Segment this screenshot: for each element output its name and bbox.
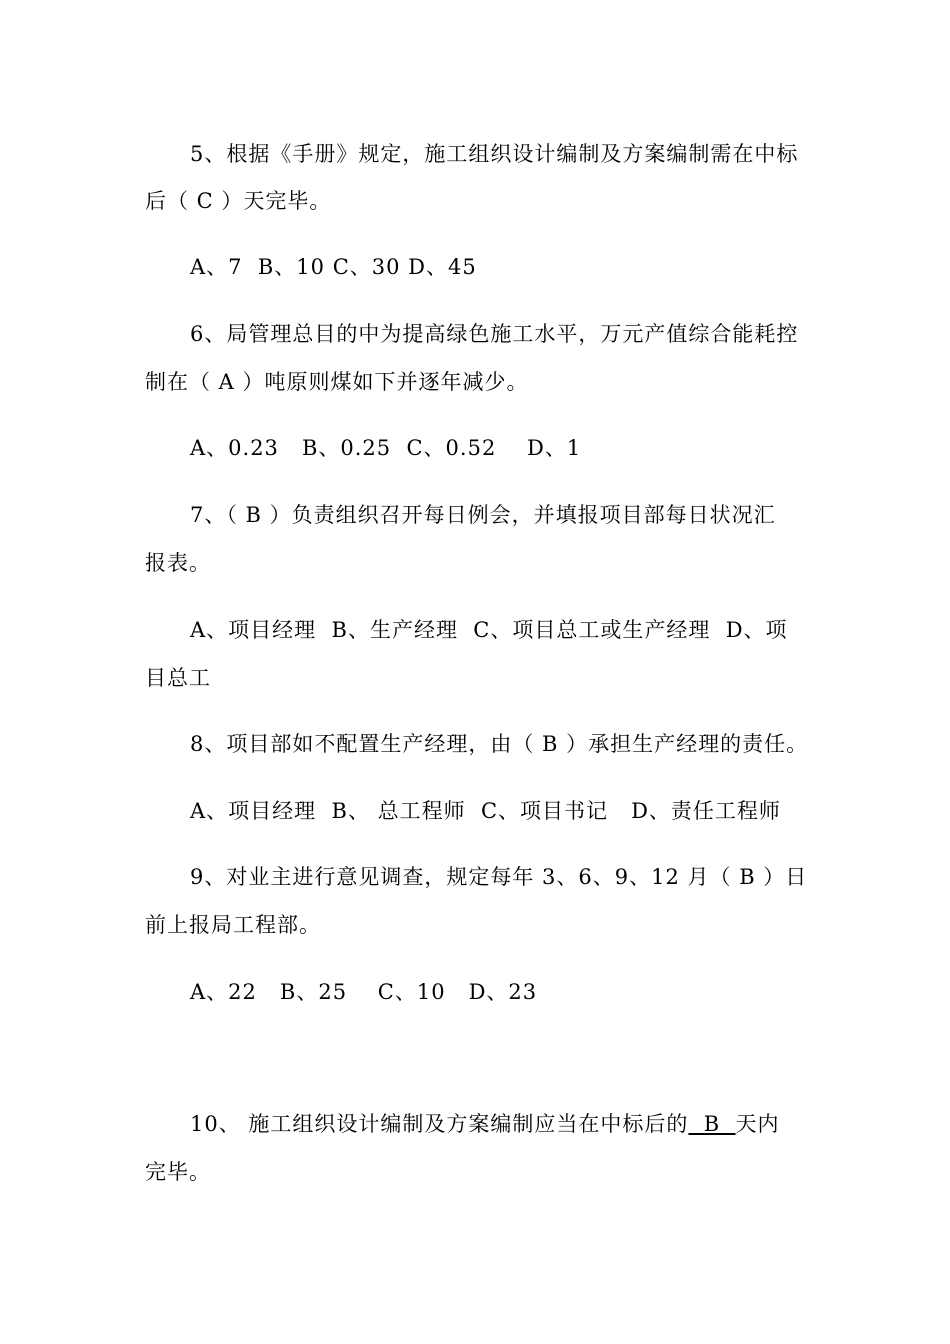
question-5-text-continued: 后（ C ）天完毕。 [145, 189, 332, 213]
question-7-text-continued: 报表。 [145, 551, 211, 575]
question-8-options: A、项目经理 B、 总工程师 C、项目书记 D、责任工程师 [190, 799, 781, 823]
question-10-text-suffix: 天内 [735, 1112, 780, 1136]
question-6-options: A、0.23 B、0.25 C、0.52 D、1 [190, 436, 582, 460]
question-7-options: A、项目经理 B、生产经理 C、项目总工或生产经理 D、项 [190, 618, 788, 642]
question-9-text-continued: 前上报局工程部。 [145, 913, 321, 937]
question-7-options-continued: 目总工 [145, 666, 211, 690]
question-8-text: 8、项目部如不配置生产经理，由（ B ）承担生产经理的责任。 [190, 732, 809, 756]
question-10-text-continued: 完毕。 [145, 1160, 211, 1184]
question-7-text: 7、（ B ）负责组织召开每日例会，并填报项目部每日状况汇 [190, 503, 776, 527]
question-10-answer-blank: B [688, 1112, 736, 1136]
question-10-text-prefix: 10、 施工组织设计编制及方案编制应当在中标后的 [190, 1112, 689, 1136]
question-6-text-continued: 制在（ A ）吨原则煤如下并逐年减少。 [145, 370, 529, 394]
question-10-text [190, 1110, 780, 1138]
question-9-text: 9、对业主进行意见调查，规定每年 3、6、9、12 月（ B ）日 [190, 865, 808, 889]
question-9-options: A、22 B、25 C、10 D、23 [190, 980, 538, 1004]
question-6-text: 6、局管理总目的中为提高绿色施工水平，万元产值综合能耗控 [190, 322, 799, 346]
question-5-text: 5、根据《手册》规定，施工组织设计编制及方案编制需在中标 [190, 142, 799, 166]
question-5-options: A、7 B、10 C、30 D、45 [190, 255, 477, 279]
